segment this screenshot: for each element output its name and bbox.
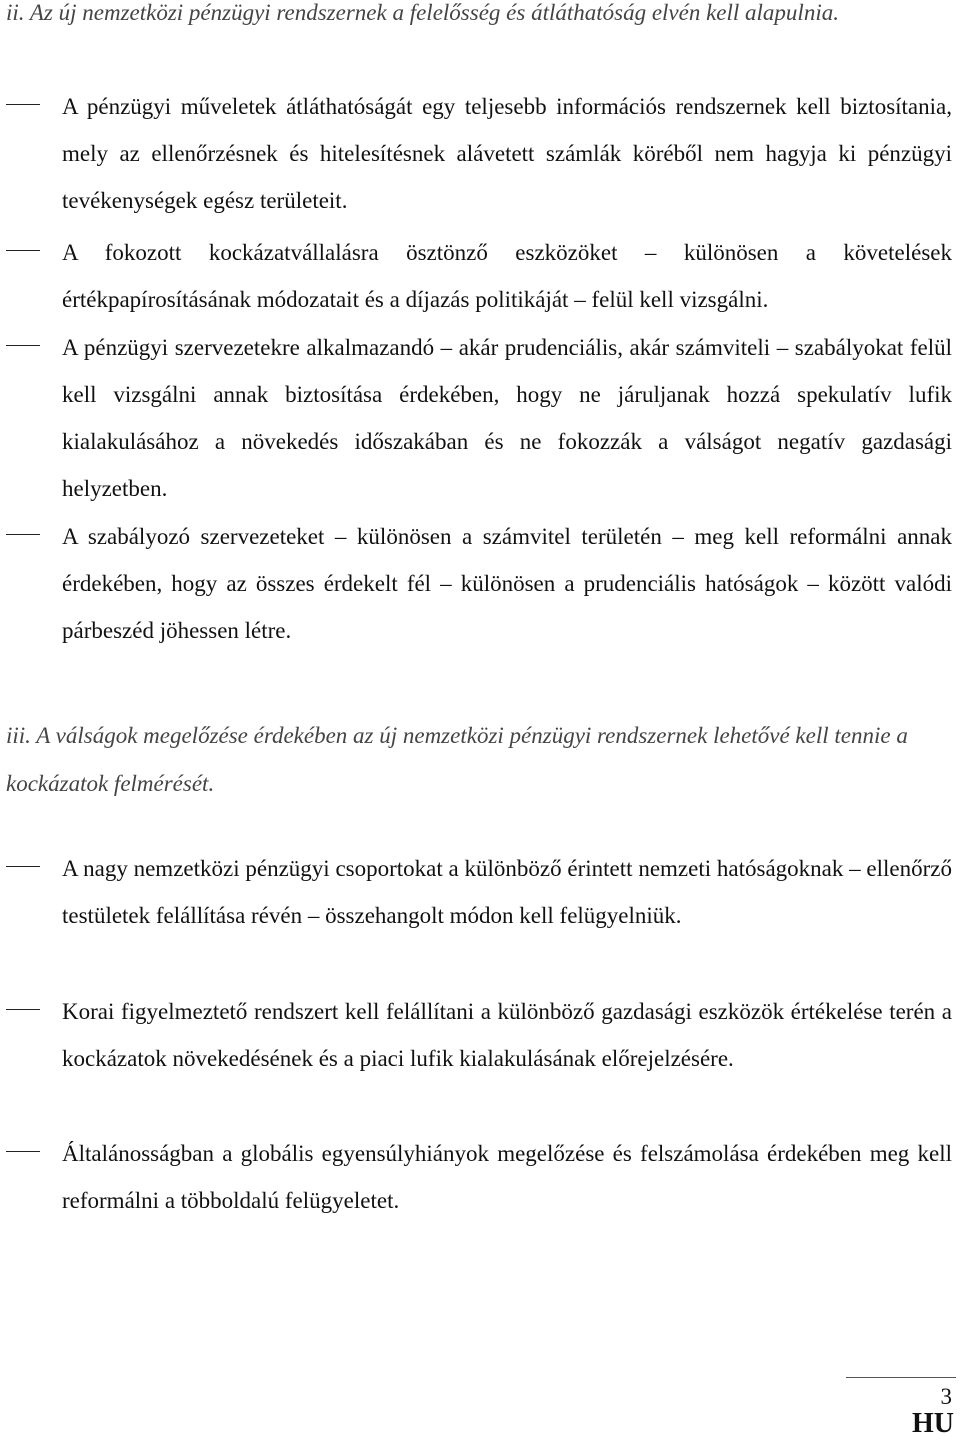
bullet-item — [0, 83, 956, 224]
bullet-item — [0, 845, 956, 939]
page-number: 3 — [940, 1384, 952, 1409]
dash-bullet — [6, 988, 40, 1035]
bullet-text: A szabályozó szervezeteket – különösen a számvitel területén – meg kell reformálni annak érdekében, hogy az összes érdekelt fél – különösen a prudenciális hatóságok – között valódi párbeszéd jöhessen létre. — [62, 524, 952, 643]
bullet-item — [0, 988, 956, 1082]
dash-bullet — [6, 1130, 40, 1177]
section-iii-heading: iii. A válságok megelőzése érdekében az új nemzetközi pénzügyi rendszernek lehetővé kell tennie a kockázatok felmérését. — [6, 723, 908, 796]
bullet-text: A fokozott kockázatvállalásra ösztönző eszközöket – különösen a követelések értékpapírosításának módozatait és a díjazás politikáját – felül kell vizsgálni. — [62, 240, 952, 312]
dash-bullet — [6, 513, 40, 560]
bullet-item — [0, 513, 956, 654]
dash-bullet — [6, 324, 40, 371]
bullet-item — [0, 229, 956, 323]
bullet-item — [0, 324, 956, 512]
bullet-text: Általánosságban a globális egyensúlyhiányok megelőzése és felszámolása érdekében meg kell reformálni a többoldalú felügyeletet. — [62, 1141, 952, 1213]
bullet-text: A nagy nemzetközi pénzügyi csoportokat a különböző érintett nemzeti hatóságoknak – ellenőrző testületek felállítása révén – összehangolt módon kell felügyelniük. — [62, 856, 952, 928]
bullet-text: A pénzügyi műveletek átláthatóságát egy teljesebb információs rendszernek kell biztosítania, mely az ellenőrzésnek és hitelesítésnek alávetett számlák köréből nem hagyja ki pénzügyi tevékenységek egész területeit. — [62, 94, 952, 213]
bullet-text: Korai figyelmeztető rendszert kell felállítani a különböző gazdasági eszközök értékelése terén a kockázatok növekedésének és a piaci lufik kialakulásának előrejelzésére. — [62, 999, 952, 1071]
section-ii-heading: ii. Az új nemzetközi pénzügyi rendszernek a felelősség és átláthatóság elvén kell alapulnia. — [6, 0, 839, 25]
dash-bullet — [6, 83, 40, 130]
language-code: HU — [912, 1408, 954, 1439]
bullet-item — [0, 1130, 956, 1224]
bullet-text: A pénzügyi szervezetekre alkalmazandó – akár prudenciális, akár számviteli – szabályokat felül kell vizsgálni annak biztosítása érdekében, hogy ne járuljanak hozzá spekulatív lufik kialakulásához a növekedés időszakában és ne fokozzák a válságot negatív gazdasági helyzetben. — [62, 335, 952, 501]
footer-divider — [846, 1377, 956, 1378]
dash-bullet — [6, 229, 40, 276]
dash-bullet — [6, 845, 40, 892]
